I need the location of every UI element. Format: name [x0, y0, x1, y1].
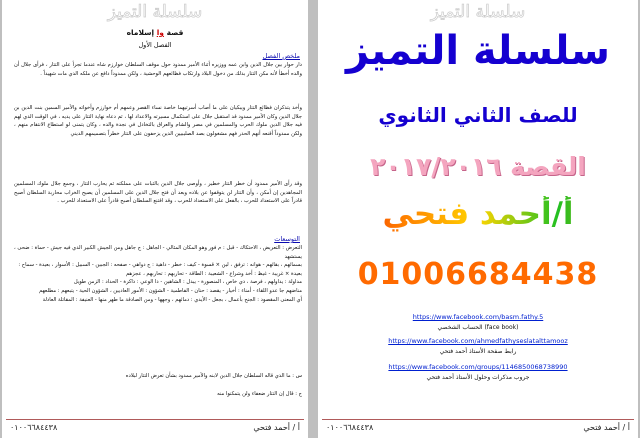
chapter-label: الفصل الأول — [138, 41, 172, 49]
phone-number: 01006684438 — [357, 257, 599, 292]
fb-group-link[interactable]: https://www.facebook.com/groups/1146850068738990 — [388, 363, 568, 371]
summary-paragraph-3: وقد رأى الأمير ممدود أن خطر التتار خطير ، وأوصى جلال الدين بالثبات على مملكته ثم يحارب التتار ، وجمع جلال ملوك المسلمين المجاهدين إن أمكن ، وأن التتار لن يتوقفوا عن بلاده وبعد أن فتح جلال الدين على المسلمين أن يصيح الخراب محاربة السلطان أصبح قادراً على الاستعداد للحرب ، بالفعل على الاستعداد للحرب ، وقد اقتنع السلطان أصبح قادراً على الاستعداد للحرب . — [14, 181, 302, 205]
qa-question: س : ما الذي قاله السلطان جلال الدين لابنه والأمير ممدود بشأن تعرض التتار لبلاده — [125, 373, 302, 379]
vocab-line: مداولة : يداولهم ، فرصة ، ذي خاص ، المنصورة - يبذل : الشاهين - ذا الوعي : ذاكرة - الحداد : الزمن طويل — [73, 279, 302, 286]
story-title-suffix: إسلاماه — [126, 28, 155, 37]
right-page-header: سلسلة التميز — [430, 2, 526, 22]
vocab-line: بسمائهم ، بقائهم - هوانه : ترفق ، لين × قسوة - كيف : خطر - داهية : ج دواهي - صفحه : الجبين - السبيل : الأسوار ، بعيدة - سماح : — [18, 262, 302, 269]
left-document-page — [2, 0, 308, 438]
fb-group-caption: جروب مذكرات وحلول الأستاذ أحمد فتحي — [426, 374, 530, 381]
summary-paragraph-1: دار حوار بين جلال الدين وابن عمه ووزيره أثناء الأمير ممدود حول موقف السلطان خوارزم شاه عندما تجرأ على التتار ، فرأى جلال أن والده أخطأ لأنه مكن التتار بذلك من دخول البلاد وارتكاب فظائعهم الوحشية ، ولكن ممدوداً دافع عن ملكه الذي مات شهيداً . — [14, 62, 302, 77]
footer-divider — [322, 419, 634, 420]
story-title — [2, 28, 308, 37]
fb-page-link[interactable]: https://www.facebook.com/ahmedfathyseslatalttamooz — [388, 337, 568, 345]
left-footer-phone: ٠١٠٠٦٦٨٤٤٣٨ — [10, 423, 58, 432]
qa-answer: ج : قال إن التتار ضعفاء ولن يتمكنوا منه — [217, 391, 302, 397]
grade-label: للصف الثاني الثانوي — [378, 103, 578, 127]
vocab-list — [14, 244, 302, 304]
story-year-label: القصة ٢٠١٧/٢٠١٦ — [370, 152, 586, 181]
footer-divider — [6, 419, 304, 420]
author-name: أ/أحمد فتحي — [318, 196, 638, 232]
story-title-prefix: قصة — [166, 28, 184, 37]
right-footer-phone: ٠١٠٠٦٦٨٤٤٣٨ — [326, 423, 374, 432]
story-title-underlined: وا — [156, 28, 164, 37]
fb-personal-caption: الحساب الشخصي (face book) — [437, 324, 519, 331]
fb-page-caption: رابط صفحة الأستاذ أحمد فتحي — [439, 348, 517, 355]
right-footer-author: أ / أحمد فتحي — [583, 423, 630, 432]
summary-heading: ملخص الفصل — [262, 52, 300, 60]
fb-personal-link-row — [318, 313, 638, 321]
fb-personal-link[interactable]: https://www.facebook.com/basm.fathy.5 — [412, 313, 544, 321]
series-title: سلسلة التميز — [346, 28, 610, 74]
summary-paragraph-2: وأخذ يتذكران فظائع التتار ويبكيان على ما أصاب أسرتيهما خاصة نساء القصر وعمهم أم خوارزم وأخواته والأمير السمين بنت الدين بن جلال الدين وكان الأمير ممدود قد استقبل جلال على استكمال مسيرته والاعداد لها ، ثم دعاه نهاية التتار على يديه ، في الوقت الذي لهم فيه جلال الدين ملوك الحرب والمسلمين في مصر والشام والعراق بالتخاذل في نجدة والده ، وكان يتمنى لو استطاع الانتقام منهم ، ولكن ممدوداً أقنعه أنهم الحذر فهم مشغولون بصد الصليبيين الذين يزحفون على التتار خطراً بتصميمهم الديني — [14, 105, 302, 137]
fb-page-link-row — [318, 337, 638, 345]
right-cover-page — [318, 0, 638, 438]
left-footer-author: أ / أحمد فتحي — [253, 423, 300, 432]
vocab-line: التعرض : التعريض ، الاحتكاك - قبل : م فور وهو المكان المثالي - الجاهل : ج جاهل ومن الجيش الكبير الذي فيه جيش - حماة : ضحى ، يستشهد — [14, 245, 302, 260]
vocab-heading: التوسعات — [274, 235, 300, 243]
vocab-line: أي المعنى المقصود : الجنح بأعمال ، بجعل - الأيدي : دمائهم ، وجهها - ومن الصادقة ما طهر منها - العنيفة : المقاتلة العادلة — [42, 296, 302, 303]
vocab-line: مناضهم جا عدو اللقاء - أمناء : أخيار - يقصد : حنان - الفاطمية - الشؤون : الأمور العاديين ، الشؤون الحية - يتبعهم : مطلعهم — [39, 287, 302, 294]
vocab-line: بعيدة × غريبة - غيظ : أخذ وشراع - الشعيبة : الطاقة - تحاربهم : تحاربهم ، عجزهم — [125, 270, 302, 277]
fb-group-link-row — [318, 363, 638, 371]
left-page-header: سلسلة التميز — [107, 2, 203, 22]
